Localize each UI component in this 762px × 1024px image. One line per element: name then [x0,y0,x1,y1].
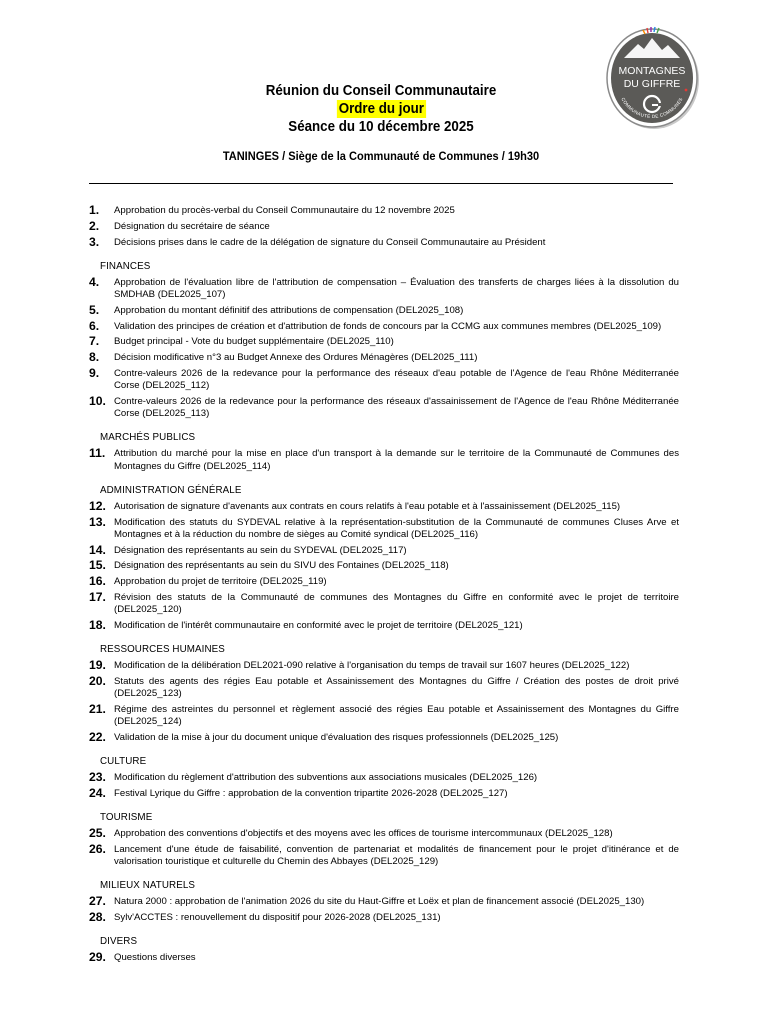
agenda-heading [120,100,642,118]
agenda-item-number: 6. [89,318,100,333]
agenda-item-number: 7. [89,334,100,349]
agenda-item [89,771,679,784]
agenda-item-text: Décisions prises dans le cadre de la délégation de signature du Conseil Communautaire au Président [114,236,546,248]
agenda-item [89,335,679,348]
agenda-item-text: Révision des statuts de la Communauté de communes des Montagnes du Giffre en conformité avec le projet de territoire (DEL2025_120) [114,591,679,616]
agenda-item-text: Autorisation de signature d'avenants aux contrats en cours relatifs à l'eau potable et à l'assainissement (DEL2025_115) [114,500,621,512]
agenda-item [89,559,679,572]
agenda-item-number: 10. [89,393,106,408]
section-title: DIVERS [100,936,138,948]
agenda-item [89,236,679,249]
agenda-item-text: Approbation des conventions d'objectifs et des moyens avec les offices de tourisme intercommunaux (DEL2025_128) [114,828,613,840]
agenda-item-number: 11. [89,446,106,461]
agenda-section [89,485,679,632]
agenda-item-number: 12. [89,498,106,513]
agenda-section [89,204,679,249]
agenda-item [89,703,679,728]
agenda-item [89,220,679,233]
section-title: MILIEUX NATURELS [100,880,196,892]
agenda-item-number: 4. [89,274,100,289]
agenda-item [89,367,679,392]
agenda-item [89,304,679,317]
agenda-item-text: Modification de la délibération DEL2021-090 relative à l'organisation du temps de travail sur 1607 heures (DEL2025_122) [114,660,630,672]
agenda-item-number: 28. [89,910,106,925]
agenda-item-text: Désignation des représentants au sein du SYDEVAL (DEL2025_117) [114,544,407,556]
meeting-location: TANINGES / Siège de la Communauté de Communes / 19h30 [222,149,540,163]
agenda-item-number: 20. [89,673,106,688]
agenda-item [89,619,679,632]
agenda-item-text: Approbation du projet de territoire (DEL2025_119) [114,576,327,588]
agenda-item-text: Contre-valeurs 2026 de la redevance pour la performance des réseaux d'assainissement de l'Agence de l'eau Rhône Méditerranée Corse (DEL2025_113) [114,395,679,420]
agenda-item-text: Décision modificative n°3 au Budget Annexe des Ordures Ménagères (DEL2025_111) [114,352,478,364]
agenda-item-number: 9. [89,365,100,380]
agenda-section [89,936,679,964]
agenda-heading-highlight: Ordre du jour [338,101,424,117]
section-title: MARCHÉS PUBLICS [100,432,196,444]
agenda-item-text: Lancement d'une étude de faisabilité, convention de partenariat et modalités de financement pour le projet d'itinérance et de valorisation touristique et culturelle du Chemin des Abbayes (DEL2025_129) [114,843,679,868]
agenda-item-text: Approbation du procès-verbal du Conseil Communautaire du 12 novembre 2025 [114,205,455,216]
section-title: FINANCES [100,260,151,272]
section-title: TOURISME [100,812,153,824]
agenda-item-text: Statuts des agents des régies Eau potable et Assainissement des Montagnes du Giffre / Création des postes de droit privé (DEL2025_123) [114,675,679,700]
agenda-item-text: Modification de l'intérêt communautaire en conformité avec le projet de territoire (DEL2025_121) [114,619,523,631]
agenda-section [89,432,679,472]
header-divider [89,183,673,184]
agenda-item [89,276,679,301]
agenda-item-text: Validation des principes de création et d'attribution de fonds de concours par la CCMG aux communes membres (DEL2025_109) [114,320,662,332]
agenda-item-number: 23. [89,770,106,785]
agenda-item-number: 5. [89,302,100,317]
agenda-item-number: 26. [89,841,106,856]
agenda-item-text: Attribution du marché pour la mise en place d'un transport à la demande sur le territoire de la Communauté de Communes des Montagnes du Giffre (DEL2025_114) [114,448,679,472]
agenda-item-text: Modification du règlement d'attribution des subventions aux associations musicales (DEL2025_126) [114,772,538,784]
agenda-item-number: 8. [89,350,100,365]
agenda-item-number: 19. [89,658,106,673]
agenda-item-text: Désignation du secrétaire de séance [114,220,270,232]
header [120,82,642,163]
agenda-item-number: 15. [89,558,106,573]
agenda-item-text: Validation de la mise à jour du document unique d'évaluation des risques professionnels (DEL2025_125) [114,731,559,743]
agenda-section [89,880,679,924]
session-date: Séance du 10 décembre 2025 [288,119,474,135]
agenda-item-number: 1. [89,203,100,217]
agenda-item-number: 17. [89,589,106,604]
agenda-item [89,320,679,333]
agenda-item [89,544,679,557]
agenda-item-text: Natura 2000 : approbation de l'animation 2026 du site du Haut-Giffre et Loëx et plan de financement associé (DEL2025_130) [114,896,645,908]
logo-line1: MONTAGNES [618,65,686,77]
page-title: Réunion du Conseil Communautaire [265,83,497,99]
agenda-item-number: 27. [89,894,106,909]
agenda-item-number: 25. [89,826,106,841]
section-title: RESSOURCES HUMAINES [100,644,225,656]
agenda-item [89,731,679,744]
agenda-item-number: 29. [89,950,106,965]
agenda-item [89,395,679,420]
agenda-item-number: 13. [89,514,106,529]
agenda-section [89,644,679,744]
agenda-item [89,675,679,700]
agenda-item [89,895,679,908]
agenda-item [89,659,679,672]
agenda-item [89,351,679,364]
agenda-item [89,204,679,217]
agenda-item [89,500,679,513]
section-title: CULTURE [100,756,147,768]
agenda-item [89,787,679,800]
agenda-item-number: 21. [89,701,106,716]
agenda-section [89,756,679,800]
agenda-item-text: Désignation des représentants au sein du SIVU des Fontaines (DEL2025_118) [114,560,449,572]
agenda-item-number: 18. [89,617,106,632]
section-title: ADMINISTRATION GÉNÉRALE [100,484,242,496]
agenda-item-number: 24. [89,785,106,800]
agenda-item [89,827,679,840]
agenda-item [89,591,679,616]
agenda-item-number: 3. [89,234,100,249]
agenda-item-text: Questions diverses [114,952,196,964]
agenda-item-number: 22. [89,729,106,744]
agenda-section [89,812,679,868]
agenda-item-number: 14. [89,542,106,557]
agenda-list [89,204,679,967]
agenda-item-text: Festival Lyrique du Giffre : approbation de la convention tripartite 2026-2028 (DEL2025_127) [114,787,508,799]
logo-ring-text: COMMUNAUTÉ DE COMMUNES [620,96,684,120]
agenda-item [89,575,679,588]
agenda-item-number: 2. [89,218,100,233]
agenda-item-number: 16. [89,574,106,589]
agenda-item-text: Modification des statuts du SYDEVAL relative à la représentation-substitution de la Communauté de communes Cluses Arve et Montagnes et à la réduction du nombre de sièges au Comité syndical (DEL2025_116) [114,516,679,540]
agenda-item-text: Approbation de l'évaluation libre de l'attribution de compensation – Évaluation des transferts de charges liées à la dissolution du SMDHAB (DEL2025_107) [114,276,679,300]
agenda-item-text: Contre-valeurs 2026 de la redevance pour la performance des réseaux d'eau potable de l'Agence de l'eau Rhône Méditerranée Corse (DEL2025_112) [114,367,679,392]
agenda-item [89,447,679,472]
agenda-item [89,843,679,868]
agenda-item-text: Sylv'ACCTES : renouvellement du dispositif pour 2026-2028 (DEL2025_131) [114,912,441,924]
agenda-item [89,516,679,541]
agenda-section [89,261,679,421]
agenda-item-text: Régime des astreintes du personnel et règlement associé des régies Eau potable et Assainissement des Montagnes du Giffre (DEL2025_124) [114,703,679,728]
agenda-item-text: Budget principal - Vote du budget supplémentaire (DEL2025_110) [114,336,394,348]
logo-line2: DU GIFFRE [623,78,681,90]
agenda-item-text: Approbation du montant définitif des attributions de compensation (DEL2025_108) [114,304,464,316]
agenda-item [89,911,679,924]
agenda-item [89,951,679,964]
